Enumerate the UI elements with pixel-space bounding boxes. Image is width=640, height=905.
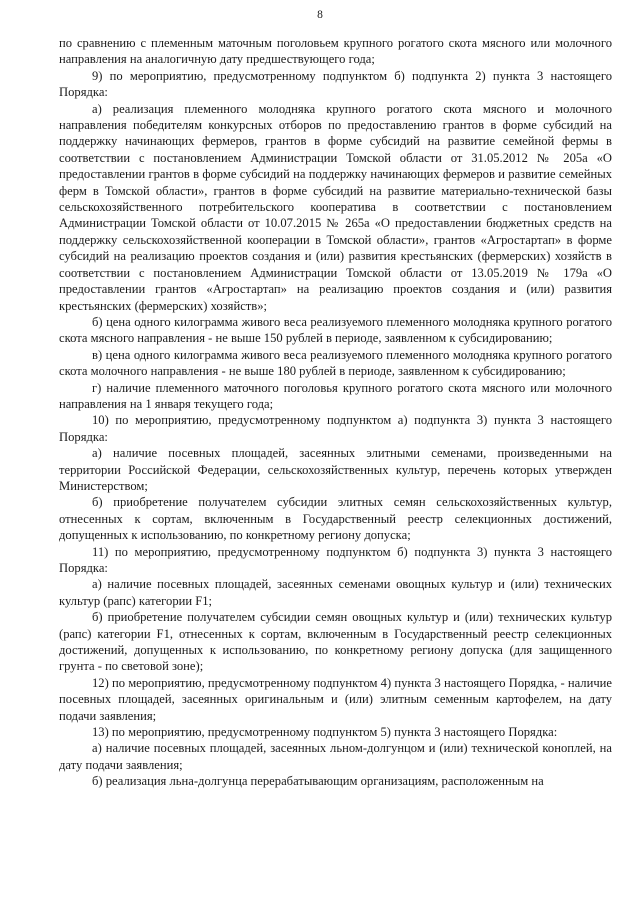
- paragraph: а) наличие посевных площадей, засеянных семенами овощных культур и (или) технических культур (рапс) категории F1;: [59, 577, 612, 608]
- paragraph: 10) по мероприятию, предусмотренному подпунктом а) подпункта 3) пункта 3 настоящего Порядка:: [59, 413, 612, 444]
- paragraph: 11) по мероприятию, предусмотренному подпунктом б) подпункта 3) пункта 3 настоящего Порядка:: [59, 544, 612, 575]
- paragraph: б) приобретение получателем субсидии семян овощных культур и (или) технических культур (рапс) категории F1, отнесенных к сортам, включенным в Государственный реестр селекционных достижений, допущенных к использованию, по конкретному региону допуска (для защищенного грунта - по световой зоне);: [59, 610, 612, 674]
- paragraph: б) реализация льна-долгунца перерабатывающим организациям, расположенным на: [92, 774, 544, 789]
- page-number: 8: [317, 9, 323, 21]
- document-body: [59, 35, 612, 790]
- paragraph: а) наличие посевных площадей, засеянных льном-долгунцом и (или) технической коноплей, на дату подачи заявления;: [59, 741, 612, 772]
- paragraph: б) цена одного килограмма живого веса реализуемого племенного молодняка крупного рогатого скота мясного направления - не выше 150 рублей в периоде, заявленном к субсидированию;: [59, 314, 612, 346]
- paragraph: г) наличие племенного маточного поголовья крупного рогатого скота мясного или молочного направления на 1 января текущего года;: [59, 380, 612, 411]
- paragraph: 9) по мероприятию, предусмотренному подпунктом б) подпункта 2) пункта 3 настоящего Порядка:: [59, 68, 612, 100]
- paragraph: 13) по мероприятию, предусмотренному подпунктом 5) пункта 3 настоящего Порядка:: [92, 725, 558, 740]
- paragraph: в) цена одного килограмма живого веса реализуемого племенного молодняка крупного рогатого скота молочного направления - не выше 180 рублей в периоде, заявленном к субсидированию;: [59, 347, 612, 379]
- paragraph: а) наличие посевных площадей, засеянных элитными семенами, произведенными на территории Российской Федерации, сельскохозяйственных культур, перечень которых утвержден Министерством;: [59, 446, 612, 493]
- paragraph: 12) по мероприятию, предусмотренному подпунктом 4) пункта 3 настоящего Порядка, - наличие посевных площадей, засеянных оригинальным и (или) элитным семенным картофелем, на дату подачи заявления;: [59, 675, 612, 723]
- paragraph: б) приобретение получателем субсидии элитных семян сельскохозяйственных культур, отнесенных к сортам, включенным в Государственный реестр селекционных достижений, допущенных к использованию, по конкретному региону допуска;: [59, 495, 612, 543]
- paragraph: по сравнению с племенным маточным поголовьем крупного рогатого скота мясного или молочного направления на аналогичную дату предшествующего года;: [59, 36, 612, 67]
- paragraph: а) реализация племенного молодняка крупного рогатого скота мясного и молочного направления победителям конкурсных отборов по предоставлению грантов в форме субсидий на поддержку начинающих фермеров, грантов в форме субсидий на развитие семейной фермы в соответствии с постановлением Администрации Томской области от 31.05.2012 № 205а «О предоставлении грантов в форме субсидий на поддержку начинающих фермеров и развитие семейных ферм в Томской области», грантов в форме субсидий на развитие материально-технической базы сельскохозяйственного потребительского кооператива в соответствии с постановлением Администрации Томской области от 10.07.2015 № 265а «О предоставлении бюджетных средств на поддержку сельскохозяйственной кооперации в Томской области», грантов «Агростартап» в форме субсидий на реализацию проектов создания и (или) развития крестьянских (фермерских) хозяйств в соответствии с постановлением Администрации Томской области от 13.05.2019 № 179а «О предоставлении грантов «Агростартап» на реализацию проектов создания и (или) развития крестьянских (фермерских) хозяйств»;: [59, 101, 612, 313]
